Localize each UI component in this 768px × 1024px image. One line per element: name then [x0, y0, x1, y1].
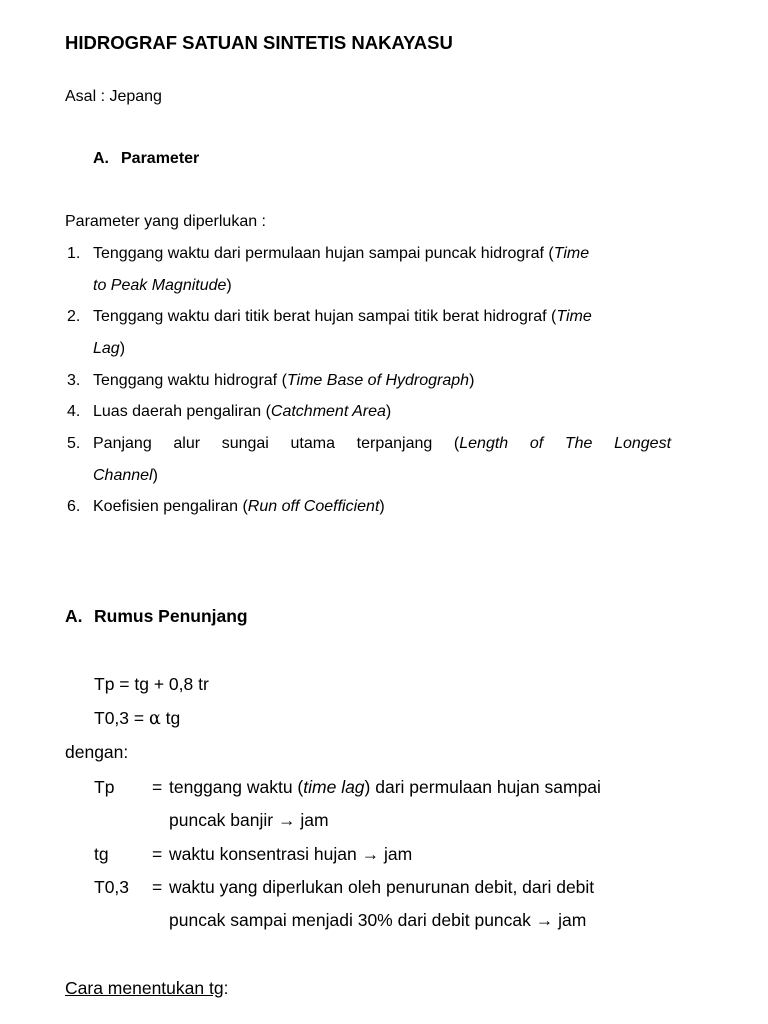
definition-symbol: tg [94, 844, 109, 864]
arrow-right-icon: → [277, 810, 296, 830]
list-item-continuation: Channel) [93, 467, 158, 484]
definition-continuation: puncak sampai menjadi 30% dari debit puncak → jam [169, 910, 587, 930]
definition-text: tenggang waktu (time lag) dari permulaan hujan sampai [169, 777, 601, 797]
origin-line: Asal : Jepang [65, 88, 162, 105]
definition-text: waktu konsentrasi hujan → jam [169, 844, 413, 864]
list-item-text: Panjang alur sungai utama terpanjang (Length of The Longest [93, 435, 672, 452]
definition-equals: = [152, 777, 163, 797]
list-item-number: 6. [67, 498, 81, 515]
formula-tp: Tp = tg + 0,8 tr [94, 674, 209, 694]
cara-menentukan-heading: Cara menentukan tg: [65, 978, 229, 998]
arrow-right-icon: → [535, 910, 554, 930]
list-item-continuation: to Peak Magnitude) [93, 277, 232, 294]
list-item-number: 4. [67, 403, 81, 420]
definition-equals: = [152, 877, 163, 897]
list-item-text: Luas daerah pengaliran (Catchment Area) [93, 403, 392, 420]
formula-t03: T0,3 = α tg [94, 708, 181, 729]
document-title: HIDROGRAF SATUAN SINTETIS NAKAYASU [65, 32, 453, 53]
definition-text: waktu yang diperlukan oleh penurunan debit, dari debit [169, 877, 595, 897]
list-item-text: Tenggang waktu hidrograf (Time Base of Hydrograph) [93, 372, 475, 389]
alpha-symbol: α [148, 709, 161, 729]
definition-continuation: puncak banjir → jam [169, 810, 329, 830]
list-item-text: Tenggang waktu dari permulaan hujan sampai puncak hidrograf (Time [93, 245, 590, 262]
definition-equals: = [152, 844, 163, 864]
dengan-label: dengan: [65, 742, 129, 762]
definition-symbol: T0,3 [94, 877, 130, 897]
section-a-number: A. [93, 150, 109, 167]
list-item-continuation: Lag) [93, 340, 126, 357]
section-a-heading: Parameter [121, 150, 200, 167]
definition-symbol: Tp [94, 777, 115, 797]
list-item-text: Tenggang waktu dari titik berat hujan sampai titik berat hidrograf (Time [93, 308, 592, 325]
list-item-number: 2. [67, 308, 81, 325]
list-item-text: Koefisien pengaliran (Run off Coefficient) [93, 498, 385, 515]
list-item-number: 3. [67, 372, 81, 389]
list-item-number: 1. [67, 245, 81, 262]
params-intro: Parameter yang diperlukan : [65, 213, 266, 230]
list-item-number: 5. [67, 435, 81, 452]
section-b-heading: Rumus Penunjang [94, 606, 248, 626]
section-b-number: A. [65, 606, 83, 626]
arrow-right-icon: → [361, 844, 380, 864]
